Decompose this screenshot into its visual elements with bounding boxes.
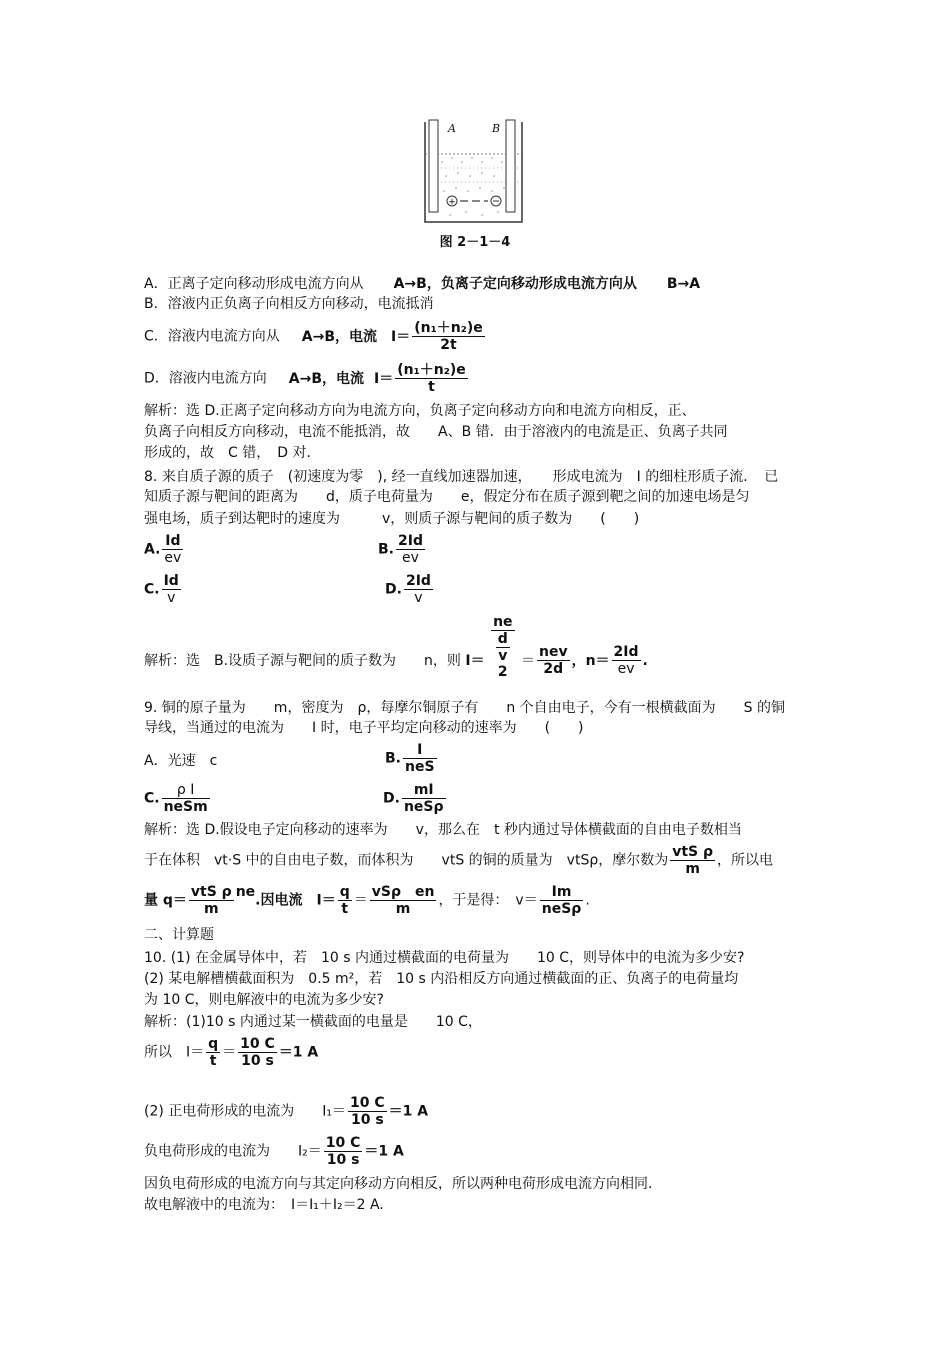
q10-solution-2-eq: ＝ — [222, 1044, 237, 1061]
q8-option-a-fraction — [162, 533, 183, 566]
q10-stem-3: 为 10 C，则电解液中的电流为多少安? — [144, 992, 384, 1008]
fraction-denominator: neSρ — [403, 799, 444, 815]
q8-solution-text: 解析：选 B.设质子源与靶间的质子数为 n，则 — [144, 652, 461, 669]
q10-solution-5: 因负电荷形成的电流方向与其定向移动方向相反，所以两种电荷形成电流方向相同． — [144, 1176, 662, 1192]
fraction-denominator: 2d — [543, 661, 564, 677]
fraction-denominator: neS — [405, 759, 435, 775]
option-label: C. — [144, 790, 160, 807]
q8-solution — [144, 614, 648, 680]
fraction-denominator: v — [498, 648, 508, 664]
fraction-numerator: 2Id — [405, 573, 431, 589]
option-label: B. — [385, 750, 401, 767]
q7-solution-2: 负离子向相反方向移动，电流不能抵消，故 A、B 错．由于溶液内的电流是正、负离子共同 — [144, 424, 728, 440]
q9-option-d — [383, 782, 448, 815]
q10-solution-2-fraction-2 — [238, 1036, 277, 1069]
q9-option-b-fraction — [403, 742, 437, 775]
q8-solution-end: . — [642, 652, 648, 669]
q9-solution-3 — [144, 884, 590, 917]
q9-option-c-fraction — [162, 782, 210, 815]
fraction-denominator: t — [209, 1053, 217, 1069]
q10-solution-6: 故电解液中的电流为： I＝I₁＋I₂＝2 A. — [144, 1197, 384, 1213]
fraction-numerator: Id — [163, 573, 179, 589]
fraction-numerator: 2Id — [398, 533, 423, 549]
option-label: A. — [144, 541, 161, 558]
q9-solution-2-end: ，所以电 — [717, 852, 774, 869]
q7-option-c — [144, 320, 487, 353]
q9-solution-2-text: 于在体积 vt·S 中的自由电子数，而体积为 vtS 的铜的质量为 vtSρ，摩尔数为 — [144, 852, 669, 869]
q9-solution-3-end: . — [585, 892, 590, 909]
fraction-denominator: v — [167, 590, 176, 606]
inner-fraction — [496, 631, 510, 664]
fraction-numerator: (n₁＋n₂)e — [414, 320, 483, 336]
fraction-numerator: (n₁＋n₂)e — [397, 362, 466, 378]
fraction-numerator: vSρ en — [371, 884, 435, 900]
fraction-numerator: vtS ρ — [190, 884, 232, 900]
q10-solution-3 — [144, 1095, 428, 1128]
fraction-numerator: Id — [162, 533, 183, 550]
q9-stem-2: 导线，当通过的电流为 I 时，电子平均定向移动的速率为 ( ) — [144, 720, 584, 736]
q8-option-a — [144, 533, 185, 566]
q7-option-a-text2: A→B，负离子定向移动形成电流方向从 — [393, 276, 637, 292]
q7-option-d — [144, 362, 470, 395]
q8-option-c-fraction — [162, 573, 181, 606]
q9-solution-1: 解析：选 D.假设电子定向移动的速率为 v，那么在 t 秒内通过导体横截面的自由电子数相当 — [144, 822, 742, 838]
q7-solution-1: 解析：选 D.正离子定向移动方向为电流方向，负离子定向移动方向和电流方向相反，正、 — [144, 403, 696, 419]
q8-stem-2: 知质子源与靶间的距离为 d，质子电荷量为 e，假定分布在质子源到靶之间的加速电场是匀 — [144, 489, 750, 505]
fraction-denominator: neSρ — [541, 901, 582, 917]
fraction-denominator: v — [414, 590, 423, 606]
q9-solution-2-fraction — [670, 844, 715, 877]
q10-solution-3-fraction — [348, 1095, 387, 1128]
q7-option-d-mid: A→B，电流 — [288, 370, 365, 387]
fraction-numerator: I — [403, 742, 437, 759]
q9-solution-3-fraction-2 — [338, 884, 352, 917]
fraction-numerator: ρ I — [162, 782, 210, 799]
section-title: 二、计算题 — [144, 927, 214, 943]
q8-solution-fraction-3 — [612, 644, 641, 677]
q8-option-d — [385, 573, 435, 606]
q8-solution-fraction-2 — [537, 644, 570, 677]
q8-solution-complex-fraction — [491, 614, 514, 680]
q10-solution-2-end: ＝1 A — [278, 1044, 319, 1061]
figure-caption: 图 2－1－4 — [439, 235, 511, 250]
electrode-label-b: B — [492, 122, 501, 135]
q9-solution-3-ne: ne — [235, 883, 256, 900]
q9-solution-3-fraction-4 — [540, 884, 584, 917]
option-label: C. — [144, 581, 160, 598]
q10-solution-1: 解析：(1)10 s 内通过某一横截面的电量是 10 C， — [144, 1014, 482, 1030]
fraction-denominator: 10 s — [241, 1053, 274, 1069]
fraction-numerator: vtS ρ — [672, 844, 714, 860]
q8-stem-1: 8. 来自质子源的质子 (初速度为零 ), 经一直线加速器加速， 形成电流为 I 的细柱形质子流． 已 — [144, 469, 779, 485]
q9-solution-3-fraction-3 — [370, 884, 437, 917]
electrolysis-figure — [420, 118, 530, 226]
q7-option-d-i: I＝ — [374, 370, 394, 387]
fraction-denominator: 10 s — [351, 1112, 384, 1128]
q9-stem-1: 9. 铜的原子量为 m，密度为 ρ，每摩尔铜原子有 n 个自由电子，今有一根横截面为 S 的铜 — [144, 700, 785, 716]
fraction-numerator: ne — [493, 614, 513, 630]
q10-solution-4-end: ＝1 A — [364, 1143, 404, 1160]
fraction-numerator: Im — [540, 884, 584, 901]
fraction-denominator: m — [395, 901, 411, 917]
q7-option-d-fraction — [395, 362, 468, 395]
fraction-numerator: 10 C — [325, 1135, 361, 1151]
q7-option-c-i: I＝ — [391, 328, 411, 345]
q8-option-c — [144, 573, 183, 606]
fraction-denominator: m — [685, 861, 700, 877]
fraction-denominator: neSm — [163, 799, 208, 815]
q7-option-c-fraction — [412, 320, 485, 353]
fraction-denominator: ev — [402, 550, 419, 566]
q7-option-c-pre: C．溶液内电流方向从 — [144, 328, 280, 345]
q10-solution-2-text: 所以 I＝ — [144, 1044, 205, 1061]
q9-solution-2 — [144, 844, 773, 877]
q8-solution-rest: ＝ $\frac{\text{nev}}{2d}$ ，n＝ $\frac{2Id}{ev}$ . — [520, 644, 648, 677]
q10-solution-4-text: 负电荷形成的电流为 I₂＝ — [144, 1143, 322, 1160]
q8-option-b-fraction — [396, 533, 425, 566]
fraction-denominator: ev — [164, 550, 182, 566]
option-label: D. — [383, 790, 400, 807]
q10-solution-3-end: ＝1 A — [388, 1103, 429, 1120]
q9-option-c — [144, 782, 212, 815]
q7-option-c-mid: A→B，电流 — [301, 328, 378, 345]
q8-option-d-fraction — [404, 573, 433, 606]
q9-option-a: A．光速 c — [144, 753, 218, 769]
fraction-numerator: mI — [402, 782, 446, 799]
q10-solution-4 — [144, 1135, 404, 1168]
fraction-denominator — [491, 631, 514, 680]
q9-option-d-fraction — [402, 782, 446, 815]
q7-solution-3: 形成的，故 C 错， D 对． — [144, 445, 321, 461]
fraction-denominator: t — [341, 901, 349, 917]
q8-solution-n: ，n＝ — [571, 652, 610, 669]
fraction-denominator: t — [428, 379, 435, 395]
q7-option-a-text3: B→A — [666, 276, 701, 292]
q10-solution-2-fraction-1 — [206, 1036, 220, 1069]
q9-solution-3-eq: ＝ — [353, 892, 368, 909]
option-label: D. — [385, 581, 402, 598]
q8-solution-i: I＝ — [465, 652, 485, 669]
q9-solution-3-fraction-1 — [189, 884, 234, 917]
q10-stem-1: 10. (1) 在金属导体中，若 10 s 内通过横截面的电荷量为 10 C，则导体中的电流为多少安? — [144, 950, 745, 966]
q8-option-b — [378, 533, 427, 566]
electrolysis-diagram — [420, 118, 530, 226]
fraction-numerator: nev — [538, 644, 568, 660]
electrode-label-a: A — [448, 122, 456, 135]
fraction-numerator: 10 C — [350, 1095, 385, 1111]
q10-solution-2 — [144, 1036, 318, 1069]
q10-solution-4-fraction — [324, 1135, 363, 1168]
q7-option-b: B．溶液内正负离子向相反方向移动，电流抵消 — [144, 296, 434, 312]
fraction-numerator: q — [208, 1036, 219, 1052]
q7-option-a-text: A．正离子定向移动形成电流方向从 — [144, 276, 364, 292]
q10-stem-2: (2) 某电解槽横截面积为 0.5 m²，若 10 s 内沿相反方向通过横截面的正、负离子的电荷量均 — [144, 971, 739, 987]
q9-solution-3-then: ，于是得： v＝ — [438, 892, 538, 909]
q8-stem-3: 强电场，质子到达靶时的速度为 v，则质子源与靶间的质子数为 ( ) — [144, 511, 640, 527]
fraction-denominator: ev — [617, 661, 635, 677]
fraction-numerator: 2Id — [613, 644, 639, 660]
q9-solution-3-mid: .因电流 I＝ — [255, 892, 336, 909]
q7-option-a — [144, 275, 700, 293]
q10-solution-3-text: (2) 正电荷形成的电流为 I₁＝ — [144, 1103, 347, 1120]
fraction-numerator: 10 C — [240, 1036, 275, 1052]
q7-option-d-pre: D．溶液内电流方向 — [144, 370, 267, 387]
q9-solution-3-text: 量 q＝ — [144, 892, 187, 909]
fraction-denominator: 2t — [440, 337, 457, 353]
fraction-denominator: m — [204, 901, 219, 917]
q9-option-b — [385, 742, 439, 775]
option-label: B. — [378, 541, 394, 558]
fraction-numerator: d — [497, 631, 508, 647]
fraction-numerator: q — [339, 884, 350, 900]
fraction-denominator: 10 s — [326, 1152, 360, 1168]
svg-text:+: + — [448, 197, 456, 208]
inner-denominator: 2 — [497, 664, 508, 680]
